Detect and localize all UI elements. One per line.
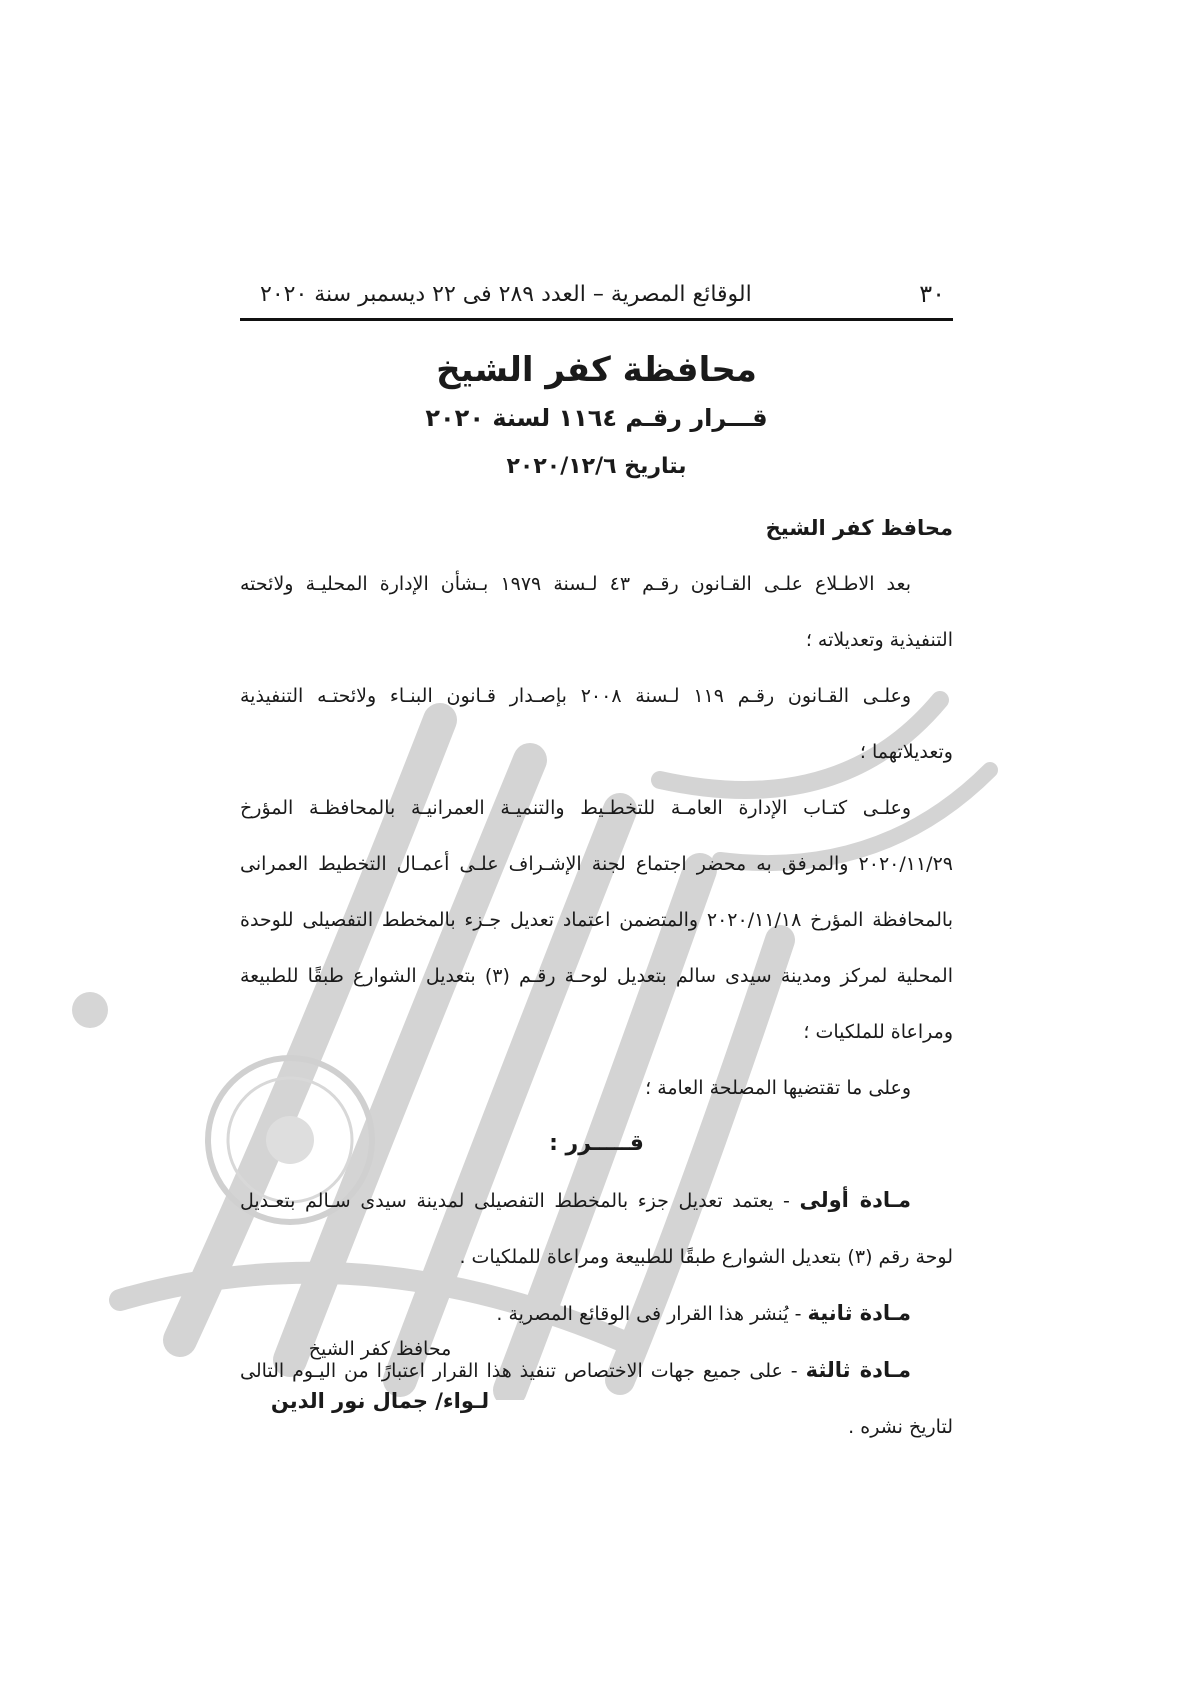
signer-title: محافظ كفر الشيخ	[308, 1338, 452, 1360]
decides-suffix: :	[549, 1131, 566, 1156]
page-number: ٣٠	[919, 280, 945, 308]
addressee: محافظ كفر الشيخ	[765, 516, 953, 540]
preamble-item: وعلـى القـانون رقـم ١١٩ لـسنة ٢٠٠٨ بإصـدار قـانون البنـاء ولائحتـه التنفيذية وتعديلاتهما ؛	[240, 685, 953, 763]
article-text: - يعتمد تعديل جزء بالمخطط التفصيلى لمدينة سيدى سـالم بتعـديل لوحة رقم (٣) بتعديل الشوارع طبقًا للطبيعة ومراعاة للملكيات .	[240, 1190, 953, 1268]
article-text: - يُنشر هذا القرار فى الوقائع المصرية .	[496, 1303, 808, 1325]
article-text: - على جميع جهات الاختصاص تنفيذ هذا القرار اعتبارًا من اليـوم التالى لتاريخ نشره .	[240, 1360, 953, 1438]
decides-label: قـــــرر	[565, 1131, 644, 1156]
gazette-page	[240, 0, 953, 1684]
governorate-title: محافظة كفر الشيخ	[436, 350, 757, 390]
article-label: مـادة ثالثة	[805, 1358, 912, 1382]
decides-heading	[240, 1116, 953, 1172]
decree-date: بتاريخ ٢٠٢٠/١٢/٦	[506, 454, 687, 479]
article-1	[240, 1172, 953, 1285]
preamble-item: وعلى ما تقتضيها المصلحة العامة ؛	[645, 1077, 911, 1099]
article-label: مـادة ثانية	[807, 1301, 911, 1325]
article-label: مـادة أولى	[799, 1188, 911, 1212]
page-header	[240, 270, 953, 321]
gazette-title: الوقائع المصرية – العدد ٢٨٩ فى ٢٢ ديسمبر سنة ٢٠٢٠	[260, 281, 752, 307]
preamble-item: بعد الاطـلاع علـى القـانون رقـم ٤٣ لـسنة ١٩٧٩ بـشأن الإدارة المحليـة ولائحته التنفيذية وتعديلاته ؛	[240, 573, 953, 651]
decree-body	[240, 500, 953, 1455]
decree-number: قـــرار رقـم ١١٦٤ لسنة ٢٠٢٠	[425, 404, 768, 432]
signature-block	[240, 1323, 520, 1427]
signer-name: لـواء/ جمال نور الدين	[270, 1389, 490, 1413]
preamble-item: وعلـى كتـاب الإدارة العامـة للتخطـيط والتنميـة العمرانيـة بالمحافظـة المؤرخ ٢٠٢٠/١١/٢٩ والمرفق به محضر اجتماع لجنة الإشـراف علـى أعمـال التخطيط العمرانى بالمحافظة المؤرخ ٢٠٢٠/١١/١٨ والمتضمن اعتماد تعديل جـزء بالمخطط التفصيلى للوحدة المحلية لمركز ومدينة سيدى سالم بتعديل لوحـة رقـم (٣) بتعديل الشوارع طبقًا للطبيعة ومراعاة للملكيات ؛	[240, 797, 953, 1043]
